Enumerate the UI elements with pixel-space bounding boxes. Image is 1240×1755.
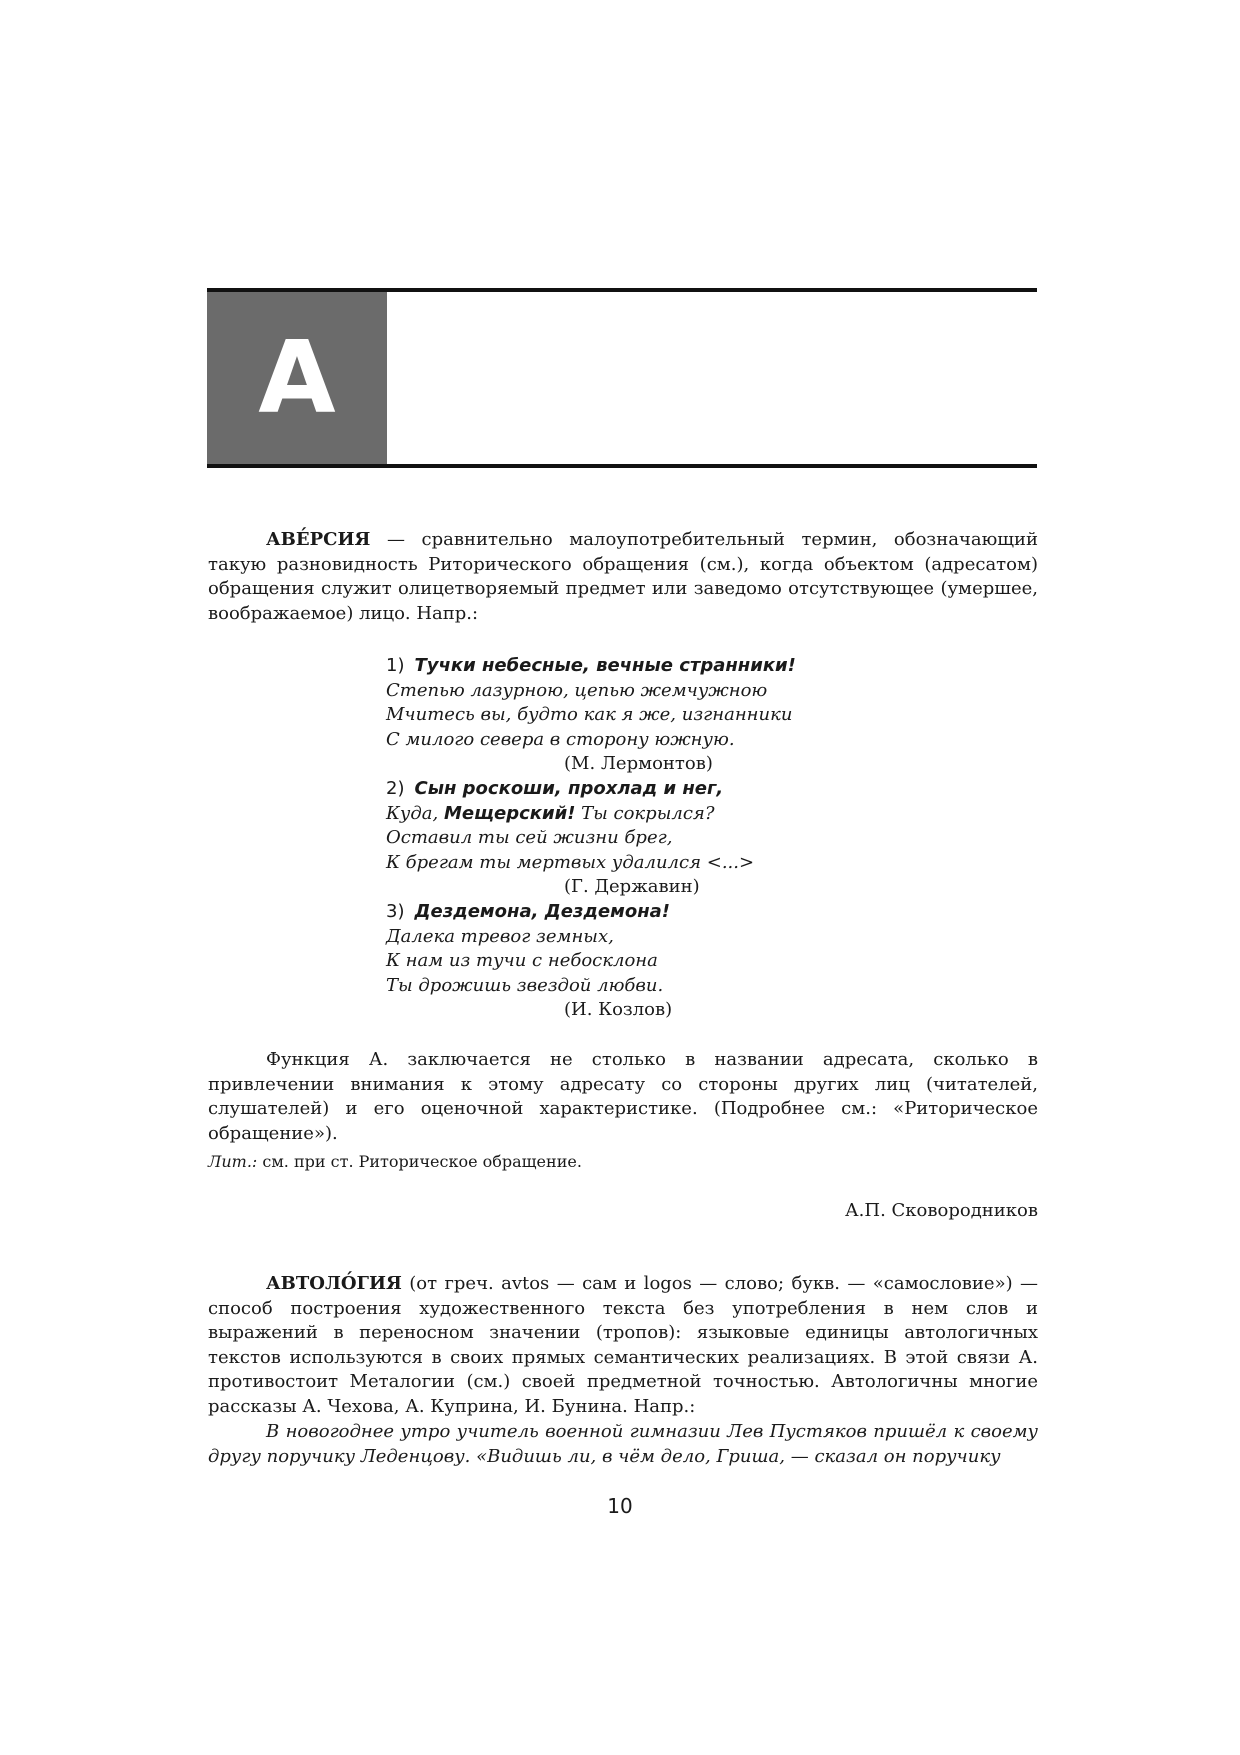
example-2-number: 2) [386, 777, 405, 799]
example-2-line [386, 802, 826, 827]
example-3-number: 3) [386, 900, 405, 922]
aversion-function-paragraph: Функция А. заключается не столько в названии адресата, сколько в привлечении внимания к этому адресату со стороны других лиц (читателей, слушателей) и его оценочной характеристике. (Подробнее см.: «Риторическое обращение»). [208, 1049, 1038, 1144]
author-signature: А.П. Сковородников [845, 1200, 1038, 1221]
autology-definition [208, 1272, 1038, 1420]
aversion-examples [386, 654, 826, 1023]
example-2-line2-bold: Мещерский! [443, 802, 576, 824]
literature-label: Лит.: [208, 1152, 258, 1171]
aversion-term: АВЕ́РСИЯ [266, 529, 371, 550]
aversion-definition [208, 528, 1038, 626]
example-2-lead-line [386, 777, 826, 802]
literature-reference [208, 1152, 582, 1171]
section-letter-box [207, 292, 387, 464]
example-3-line: Ты дрожишь звездой любви. [386, 974, 664, 996]
autology-example: В новогоднее утро учитель военной гимназии Лев Пустяков пришёл к своему другу поручику Леденцову. «Видишь ли, в чём дело, Гриша, — сказал он поручику [208, 1421, 1038, 1467]
example-3-lead: Дездемона, Дездемона! [414, 900, 671, 922]
literature-text: см. при ст. Риторическое обращение. [257, 1152, 582, 1171]
example-3-lead-line [386, 900, 826, 925]
example-3-line: Далека тревог земных, [386, 925, 614, 947]
example-1-line: Мчитесь вы, будто как я же, изгнанники [386, 704, 793, 726]
autology-term: АВТОЛО́ГИЯ [266, 1273, 402, 1294]
example-1-lead: Тучки небесные, вечные странники! [414, 655, 796, 676]
example-2-author: (Г. Державин) [564, 876, 700, 898]
section-header [207, 288, 1037, 468]
aversion-definition-text: — сравнительно малоупотребительный термин, обозначающий такую разновидность Риторического обращения (см.), когда объектом (адресатом) обращения служит олицетворяемый предмет или заведомо отсутствующее (умершее, воображаемое) лицо. Напр.: [208, 529, 1038, 624]
autology-definition-text: (от греч. avtos — сам и logos — слово; букв. — «самословие») — способ построения художественного текста без употребления в нем слов и выражений в переносном значении (тропов): языковые единицы автологичных текстов используются в своих прямых семантических реализациях. В этой связи А. противостоит Металогии (см.) своей предметной точностью. Автологичны многие рассказы А. Чехова, А. Куприна, И. Бунина. Напр.: [208, 1273, 1038, 1417]
example-1-author: (М. Лермонтов) [564, 753, 713, 775]
example-2-lead: Сын роскоши, прохлад и нег, [414, 777, 724, 799]
section-letter: А [258, 319, 336, 436]
example-2-line2-pre: Куда, [386, 802, 444, 824]
example-3-line: К нам из тучи с небосклона [386, 950, 658, 972]
example-3-author: (И. Козлов) [564, 999, 673, 1021]
example-2-line2-post: Ты сокрылся? [575, 802, 715, 824]
page-number: 10 [607, 1494, 633, 1518]
example-1-lead-line [386, 654, 826, 679]
example-2-line: К брегам ты мертвых удалился <...> [386, 851, 755, 873]
example-1-line: С милого севера в сторону южную. [386, 728, 735, 750]
example-1-number: 1) [386, 655, 405, 676]
example-1-line: Степью лазурною, цепью жемчужною [386, 679, 768, 701]
example-2-line: Оставил ты сей жизни брег, [386, 827, 673, 849]
